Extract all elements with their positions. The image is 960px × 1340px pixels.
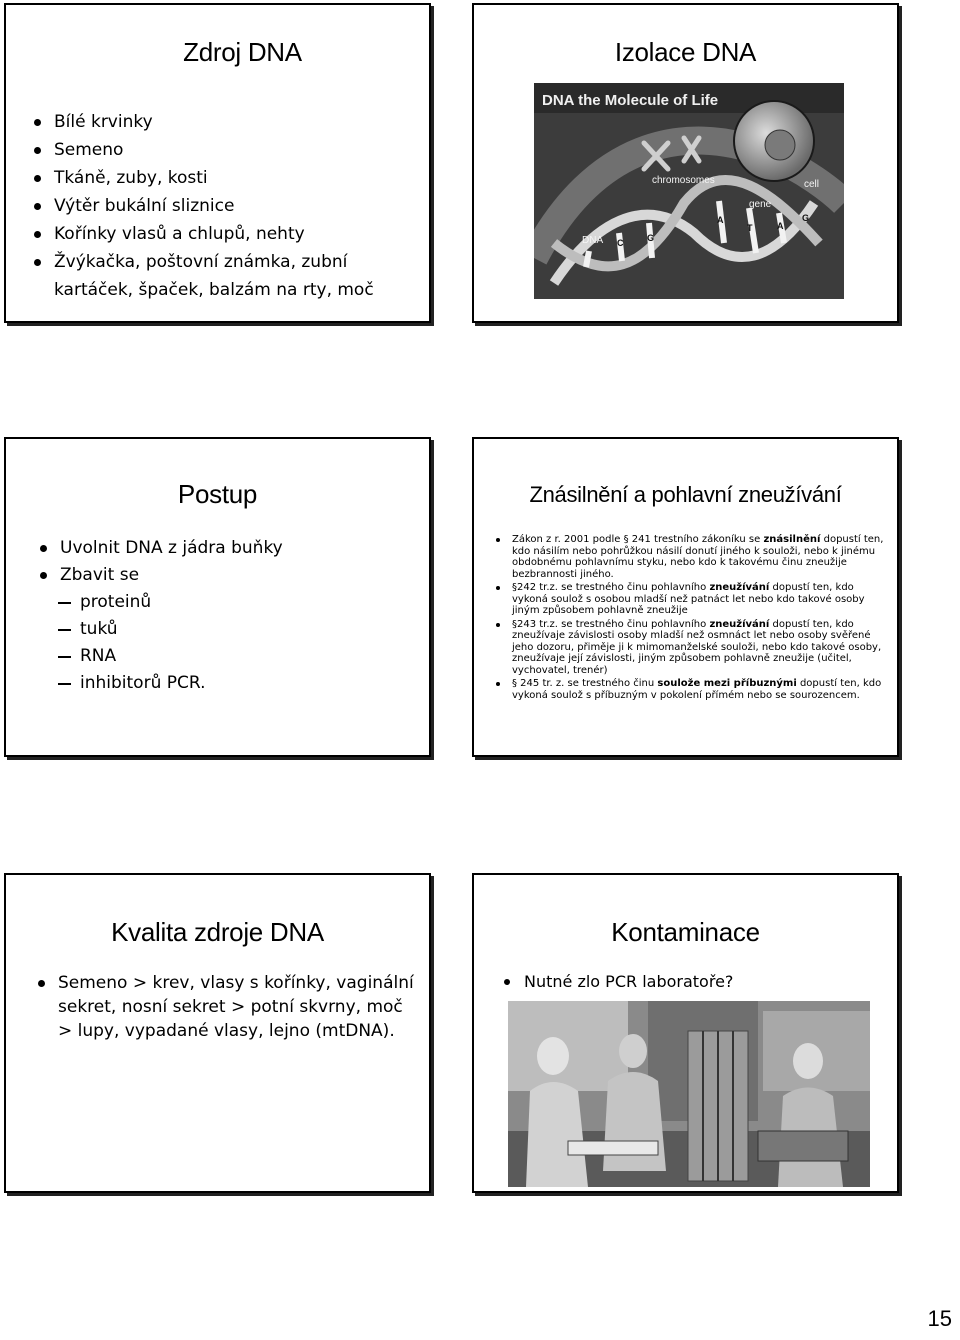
bullet-list	[38, 535, 283, 697]
slide-zdroj-dna	[4, 3, 431, 323]
svg-text:A: A	[717, 215, 724, 225]
slide-kvalita	[4, 873, 431, 1193]
law-paragraph: §242 tr.z. se trestného činu pohlavního zneužívání dopustí ten, kdo vykoná soulož s osobou mladší než patnáct let nebo kdo takové osoby jiným způsobem pohlavně zneužije	[496, 582, 888, 617]
slide-znasilneni	[472, 437, 899, 757]
sub-item: inhibitorů PCR.	[38, 670, 283, 697]
list-item: Výtěr bukální sliznice	[32, 192, 422, 220]
slide-title: Znásilnění a pohlavní zneužívání	[529, 482, 842, 507]
svg-text:A: A	[777, 221, 784, 231]
lab-photo	[508, 1001, 870, 1187]
law-paragraph: § 245 tr. z. se trestného činu soulože mezi příbuznými dopustí ten, kdo vykoná soulož s příbuzným v pokolení přímém nebo se sourozencem.	[496, 678, 888, 701]
slide-kontaminace	[472, 873, 899, 1193]
law-paragraph: §243 tr.z. se trestného činu pohlavního zneužívání dopustí ten, kdo zneužívaje závislosti osoby mladší než osmnáct let nebo osoby svěřené jeho dozoru, přiměje ji k mimomanželské souloži, nebo kdo takové osoby, zneužívaje její závislosti, jiným způsobem pohlavně zneužije (učitel, vychovatel, trenér)	[496, 619, 888, 677]
slide-title: Postup	[177, 479, 258, 509]
label-chromosomes: chromosomes	[652, 175, 715, 186]
slide-izolace-dna	[472, 3, 899, 323]
sub-item: RNA	[38, 643, 283, 670]
label-dna: DNA	[582, 235, 604, 246]
label-cell: cell	[804, 179, 820, 190]
slide-title: Kvalita zdroje DNA	[111, 917, 324, 947]
list-item: Kořínky vlasů a chlupů, nehty	[32, 220, 422, 248]
bullet-list	[32, 108, 422, 304]
list-item: Zbavit se	[38, 562, 283, 589]
slide-title: Kontaminace	[611, 917, 760, 947]
bullet-list	[36, 971, 416, 1043]
svg-text:C: C	[617, 238, 624, 248]
slide-title: Zdroj DNA	[183, 37, 302, 67]
svg-text:G: G	[647, 233, 655, 243]
page-number: 15	[927, 1306, 952, 1331]
label-gene: gene	[749, 199, 772, 210]
list-item: Žvýkačka, poštovní známka, zubní kartáček, špaček, balzám na rty, moč	[32, 248, 422, 304]
bullet-list	[502, 971, 733, 993]
list-item: Nutné zlo PCR laboratoře?	[502, 971, 733, 993]
list-item: Uvolnit DNA z jádra buňky	[38, 535, 283, 562]
law-list	[496, 534, 888, 703]
svg-text:G: G	[802, 213, 810, 223]
law-paragraph: Zákon z r. 2001 podle § 241 trestního zákoníku se znásilnění dopustí ten, kdo násilím nebo pohrůžkou násilí donutí jiného k souloži, nebo k jinému obdobnému pohlavnímu styku, nebo kdo k takovému činu zneužije bezbrannosti jiného.	[496, 534, 888, 580]
slide-postup	[4, 437, 431, 757]
sub-item: tuků	[38, 616, 283, 643]
list-item: Semeno	[32, 136, 422, 164]
list-item: Semeno > krev, vlasy s kořínky, vaginální sekret, nosní sekret > potní skvrny, moč > lupy, vypadané vlasy, lejno (mtDNA).	[36, 971, 416, 1043]
dna-molecule-illustration	[534, 83, 844, 299]
list-item: Bílé krvinky	[32, 108, 422, 136]
sub-item: proteinů	[38, 589, 283, 616]
slide-title: Izolace DNA	[614, 37, 757, 67]
banner-title: DNA the Molecule of Life	[542, 92, 719, 109]
svg-text:T: T	[747, 223, 753, 233]
list-item: Tkáně, zuby, kosti	[32, 164, 422, 192]
